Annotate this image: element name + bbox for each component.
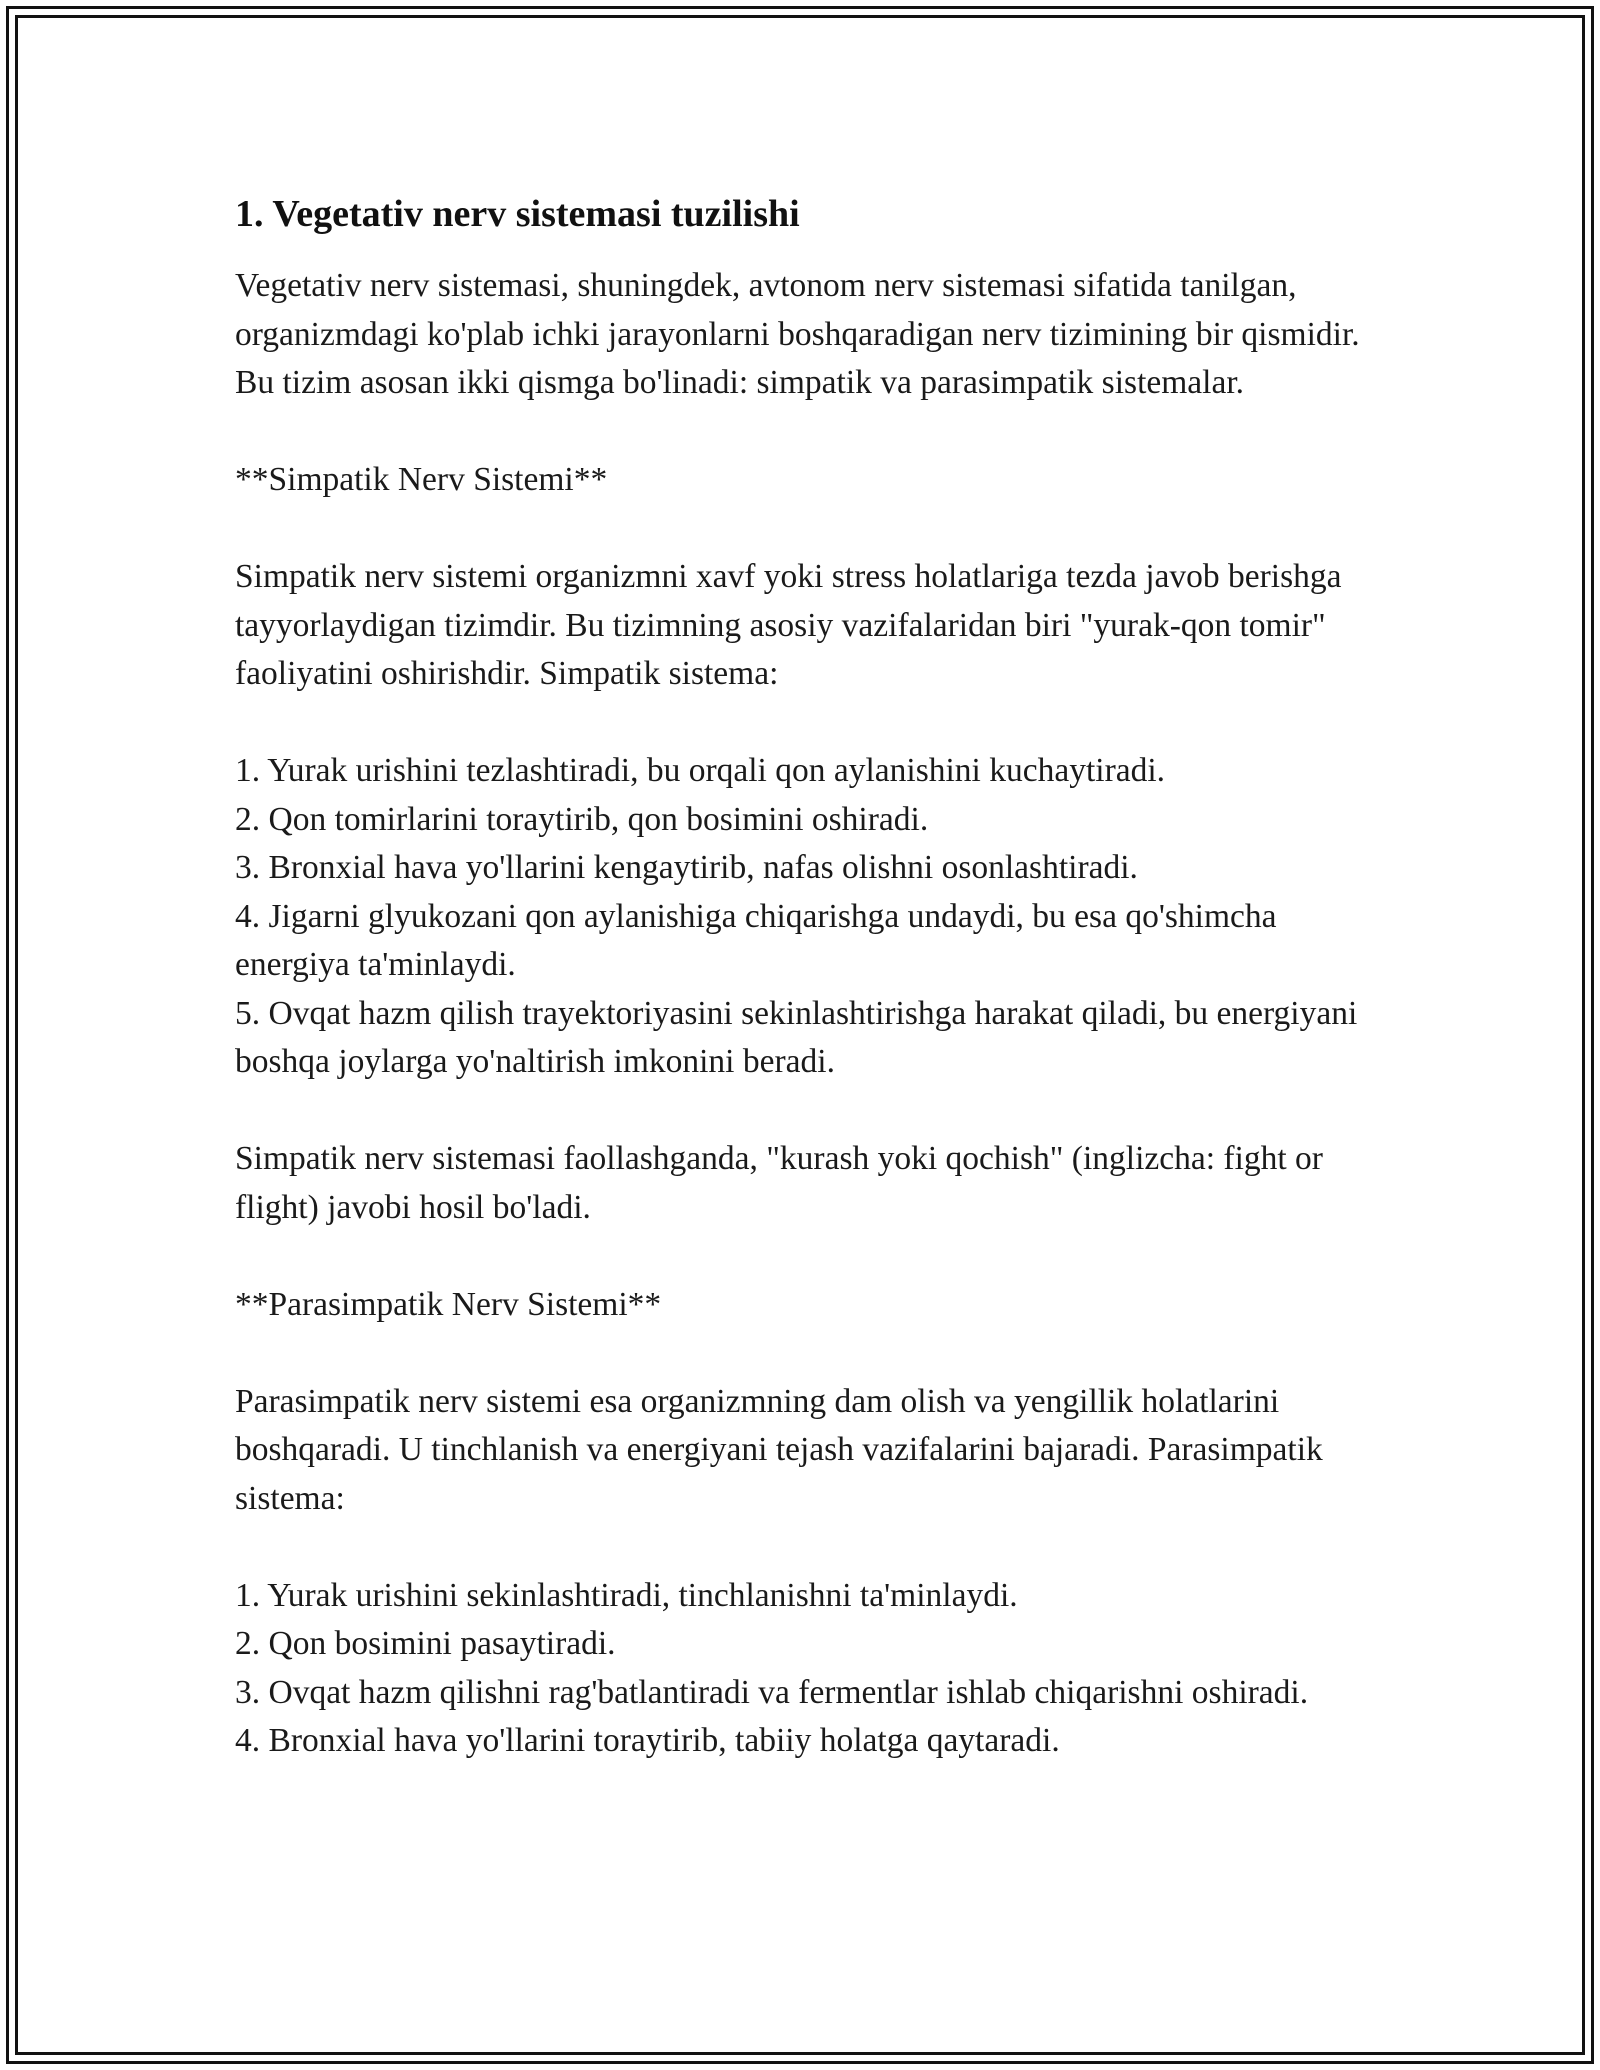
simpatik-list bbox=[235, 747, 1395, 1087]
list-item: 2. Qon tomirlarini toraytirib, qon bosimini oshiradi. bbox=[235, 800, 929, 838]
simpatik-summary-paragraph: Simpatik nerv sistemasi faollashganda, "kurash yoki qochish" (inglizcha: fight or flight) javobi hosil bo'ladi. bbox=[235, 1140, 1323, 1226]
document-title: 1. Vegetativ nerv sistemasi tuzilishi bbox=[235, 193, 800, 235]
simpatik-intro-paragraph: Simpatik nerv sistemi organizmni xavf yoki stress holatlariga tezda javob berishga tayyorlaydigan tizimdir. Bu tizimning asosiy vazifalaridan biri "yurak-qon tomir" faoliyatini oshirishdir. Simpatik sistema: bbox=[235, 558, 1342, 692]
list-item: 1. Yurak urishini sekinlashtiradi, tinchlanishni ta'minlaydi. bbox=[235, 1576, 1018, 1614]
list-item: 1. Yurak urishini tezlashtiradi, bu orqali qon aylanishini kuchaytiradi. bbox=[235, 752, 1166, 789]
list-item: 4. Bronxial hava yo'llarini toraytirib, tabiiy holatga qaytaradi. bbox=[235, 1722, 1060, 1759]
intro-paragraph: Vegetativ nerv sistemasi, shuningdek, avtonom nerv sistemasi sifatida tanilgan, organizmdagi ko'plab ichki jarayonlarni boshqaradigan nerv tizimining bir qismidir. Bu tizim asosan ikki qismga bo'linadi: simpatik va parasimpatik sistemalar. bbox=[235, 267, 1360, 401]
list-item: 3. Ovqat hazm qilishni rag'batlantiradi va fermentlar ishlab chiqarishni oshiradi. bbox=[235, 1673, 1309, 1711]
list-item: 5. Ovqat hazm qilish trayektoriyasini sekinlashtirishga harakat qiladi, bu energiyani boshqa joylarga yo'naltirish imkonini beradi. bbox=[235, 994, 1358, 1080]
list-item: 3. Bronxial hava yo'llarini kengaytirib, nafas olishni osonlashtiradi. bbox=[235, 849, 1138, 886]
parasimpatik-heading: **Parasimpatik Nerv Sistemi** bbox=[235, 1285, 662, 1323]
parasimpatik-list bbox=[235, 1572, 1395, 1766]
document-body bbox=[235, 188, 1395, 1766]
list-item: 4. Jigarni glyukozani qon aylanishiga chiqarishga undaydi, bu esa qo'shimcha energiya ta'minlaydi. bbox=[235, 897, 1277, 983]
parasimpatik-intro-paragraph: Parasimpatik nerv sistemi esa organizmning dam olish va yengillik holatlarini boshqaradi. U tinchlanish va energiyani tejash vazifalarini bajaradi. Parasimpatik sistema: bbox=[235, 1382, 1323, 1517]
simpatik-heading: **Simpatik Nerv Sistemi** bbox=[235, 461, 608, 498]
list-item: 2. Qon bosimini pasaytiradi. bbox=[235, 1625, 616, 1662]
